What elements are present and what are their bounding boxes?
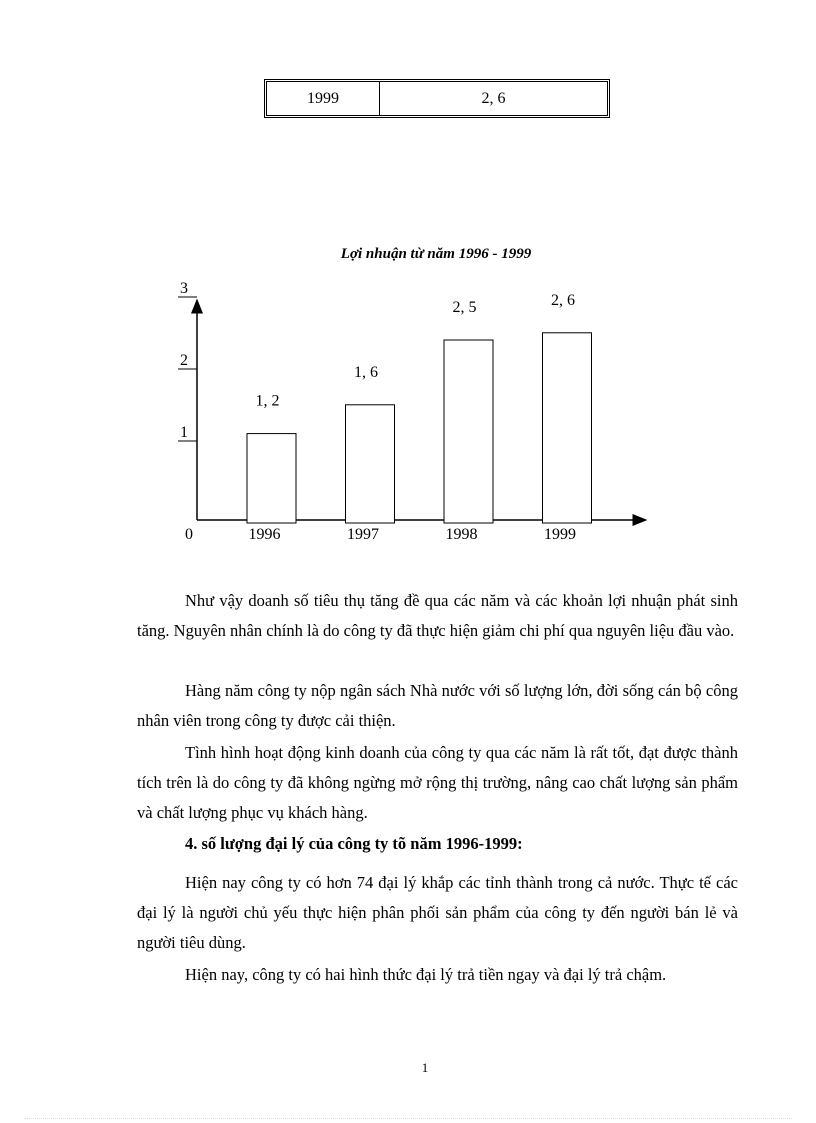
bar bbox=[346, 405, 395, 523]
table-value-cell: 2, 6 bbox=[481, 89, 506, 107]
y-tick-label: 0 bbox=[185, 526, 193, 543]
section-heading: 4. số lượng đại lý của công ty tõ năm 1996-1999: bbox=[185, 834, 523, 853]
bar bbox=[543, 333, 592, 523]
x-tick-label: 1999 bbox=[544, 526, 576, 543]
bar bbox=[444, 340, 493, 523]
bar-value-label: 2, 6 bbox=[551, 291, 575, 309]
y-tick-label: 3 bbox=[180, 280, 188, 297]
paragraph-1: Như vậy doanh số tiêu thụ tăng đề qua các năm và các khoản lợi nhuận phát sinh tăng. Nguyên nhân chính là do công ty đã thực hiện giảm chi phí qua nguyên liệu đầu vào. bbox=[137, 591, 738, 640]
bar bbox=[247, 434, 296, 523]
y-tick-label: 1 bbox=[180, 424, 188, 441]
page-number: 1 bbox=[421, 1060, 429, 1075]
paragraph-5: Hiện nay, công ty có hai hình thức đại lý trả tiền ngay và đại lý trả chậm. bbox=[185, 965, 667, 984]
bar-value-label: 1, 6 bbox=[354, 363, 378, 381]
x-tick-label: 1998 bbox=[445, 526, 478, 543]
bar-value-label: 2, 5 bbox=[452, 299, 477, 316]
table-year-cell: 1999 bbox=[267, 82, 380, 115]
y-tick-label: 2 bbox=[180, 352, 188, 369]
x-tick-label: 1997 bbox=[347, 526, 379, 543]
x-tick-label: 1996 bbox=[248, 526, 281, 543]
paragraph-2: Hàng năm công ty nộp ngân sách Nhà nước với số lượng lớn, đời sống cán bộ công nhân viên trong công ty được cải thiện. bbox=[137, 681, 738, 730]
chart-title: Lợi nhuận từ năm 1996 - 1999 bbox=[340, 246, 532, 262]
profit-bar-chart bbox=[0, 0, 816, 560]
paragraph-3: Tình hình hoạt động kinh doanh của công ty qua các năm là rất tốt, đạt được thành tích trên là do công ty đã không ngừng mở rộng thị trường, nâng cao chất lượng sản phẩm và chất lượng phục vụ khách hàng. bbox=[137, 743, 738, 822]
page-footer-divider bbox=[24, 1118, 792, 1119]
paragraph-4: Hiện nay công ty có hơn 74 đại lý khắp các tỉnh thành trong cả nước. Thực tế các đại lý là người chủ yếu thực hiện phân phối sản phẩm của công ty đến người bán lẻ và người tiêu dùng. bbox=[137, 873, 738, 952]
bar-value-label: 1, 2 bbox=[255, 392, 280, 410]
